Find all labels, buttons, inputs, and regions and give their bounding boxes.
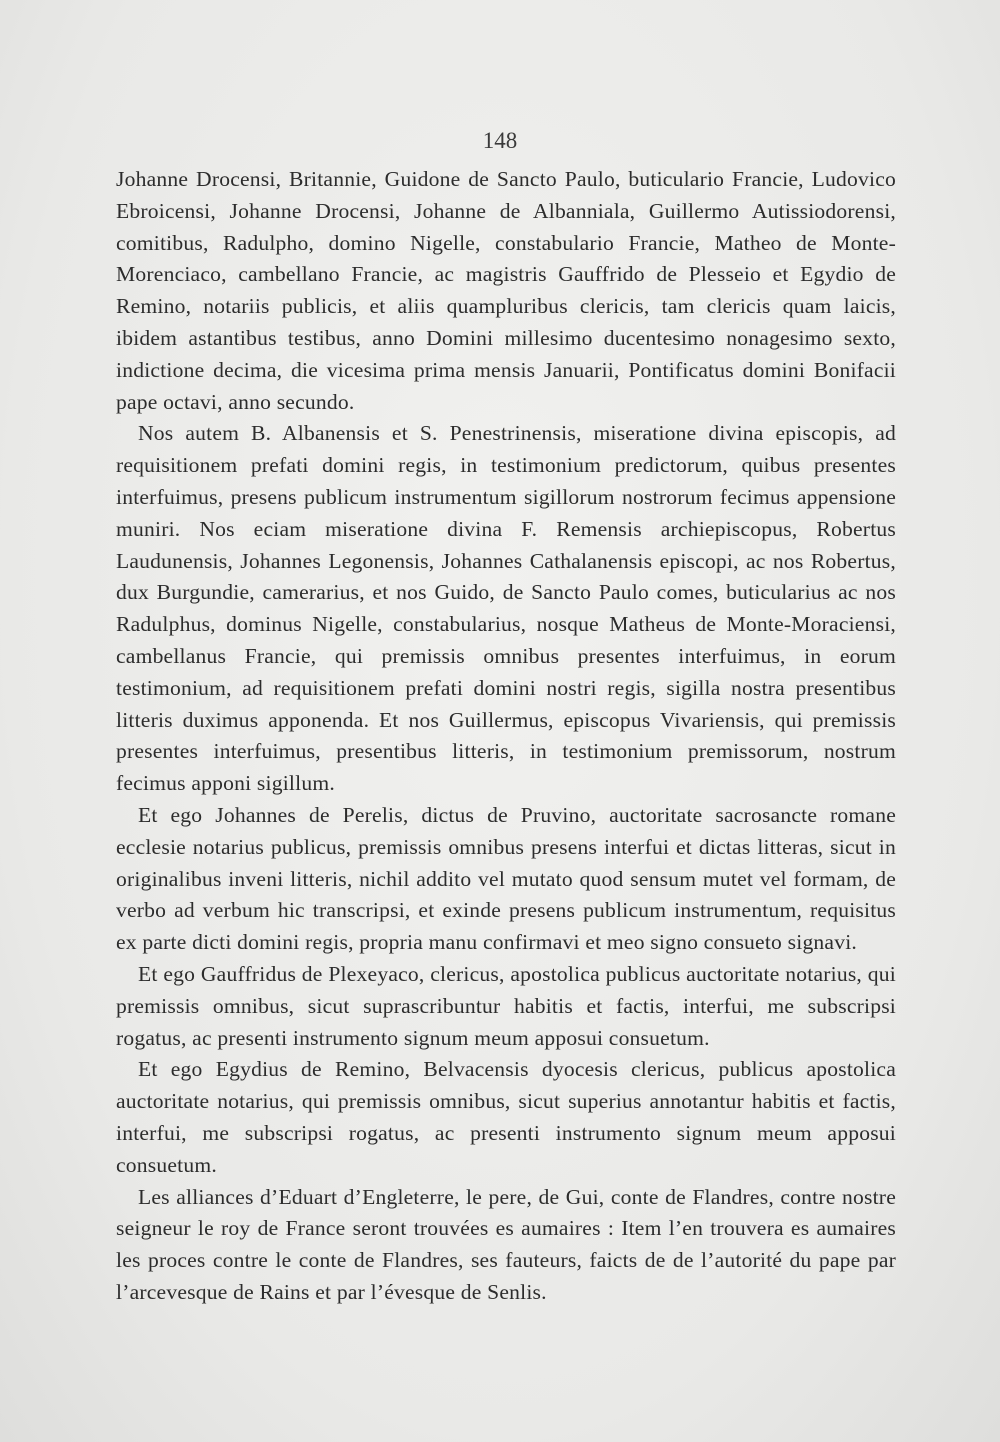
paragraph-notary-remino: Et ego Egydius de Remino, Belvacensis dyocesis clericus, publicus apostolica auctoritate notarius, qui premissis omnibus, sicut superius annotantur habitis et factis, interfui, me subscripsi rogatus, ac presenti instrumento signum meum apposui consuetum.	[116, 1057, 896, 1177]
paragraph-notary-perelis: Et ego Johannes de Perelis, dictus de Pruvino, auctoritate sacrosancte romane ecclesie notarius publicus, premissis omnibus presens interfui et dictas litteras, sicut in originalibus inveni litteris, nichil addito vel mutato quod sensum mutet vel formam, de verbo ad verbum hic transcripsi, et exinde presens publicum instrumentum, requisitus ex parte dicti domini regis, propria manu confirmavi et meo signo consueto signavi.	[116, 802, 896, 955]
paragraph-witness-list: Johanne Drocensi, Britannie, Guidone de Sancto Paulo, buticulario Francie, Ludovico Ebroicensi, Johanne Drocensi, Johanne de Albanniala, Guillermo Autissiodorensi, comitibus, Radulpho, domino Nigelle, constabulario Francie, Matheo de Monte-Morenciaco, cambellano Francie, ac magistris Gauffrido de Plesseio et Egydio de Remino, notariis publicis, et aliis quampluribus clericis, tam clericis quam laicis, ibidem astantibus testibus, anno Domini millesimo ducentesimo nonagesimo sexto, indictione decima, die vicesima prima mensis Januarii, Pontificatus domini Bonifacii pape octavi, anno secundo.	[116, 167, 896, 414]
paragraph-seals: Nos autem B. Albanensis et S. Penestrinensis, miseratione divina episcopis, ad requisitionem prefati domini regis, in testimonium predictorum, quibus presentes interfuimus, presens publicum instrumentum sigillorum nostrorum fecimus appensione muniri. Nos eciam miseratione divina F. Remensis archiepiscopus, Robertus Laudunensis, Johannes Legonensis, Johannes Cathalanensis episcopi, ac nos Robertus, dux Burgundie, camerarius, et nos Guido, de Sancto Paulo comes, buticularius ac nos Radulphus, dominus Nigelle, constabularius, nosque Matheus de Monte-Moraciensi, cambellanus Francie, qui premissis omnibus presentes interfuimus, in eorum testimonium, ad requisitionem prefati domini nostri regis, sigilla nostra presentibus litteris duximus apponenda. Et nos Guillermus, episcopus Vivariensis, qui premissis presentes interfuimus, presentibus litteris, in testimonium premissorum, nostrum fecimus apponi sigillum.	[116, 421, 896, 796]
page-number: 148	[482, 128, 518, 153]
paragraph-alliances: Les alliances d’Eduart d’Engleterre, le pere, de Gui, conte de Flandres, contre nostre seigneur le roy de France seront trouvées es aumaires : Item l’en trouvera es aumaires les proces contre le conte de Flandres, ses fauteurs, faicts de de l’autorité du pape par l’arcevesque de Rains et par l’évesque de Senlis.	[116, 1184, 896, 1304]
paragraph-notary-plexeyaco: Et ego Gauffridus de Plexeyaco, clericus, apostolica publicus auctoritate notarius, qui premissis omnibus, sicut suprascribuntur habitis et factis, interfui, me subscripsi rogatus, ac presenti instrumento signum meum apposui consuetum.	[116, 961, 896, 1050]
text-body	[116, 164, 896, 1309]
